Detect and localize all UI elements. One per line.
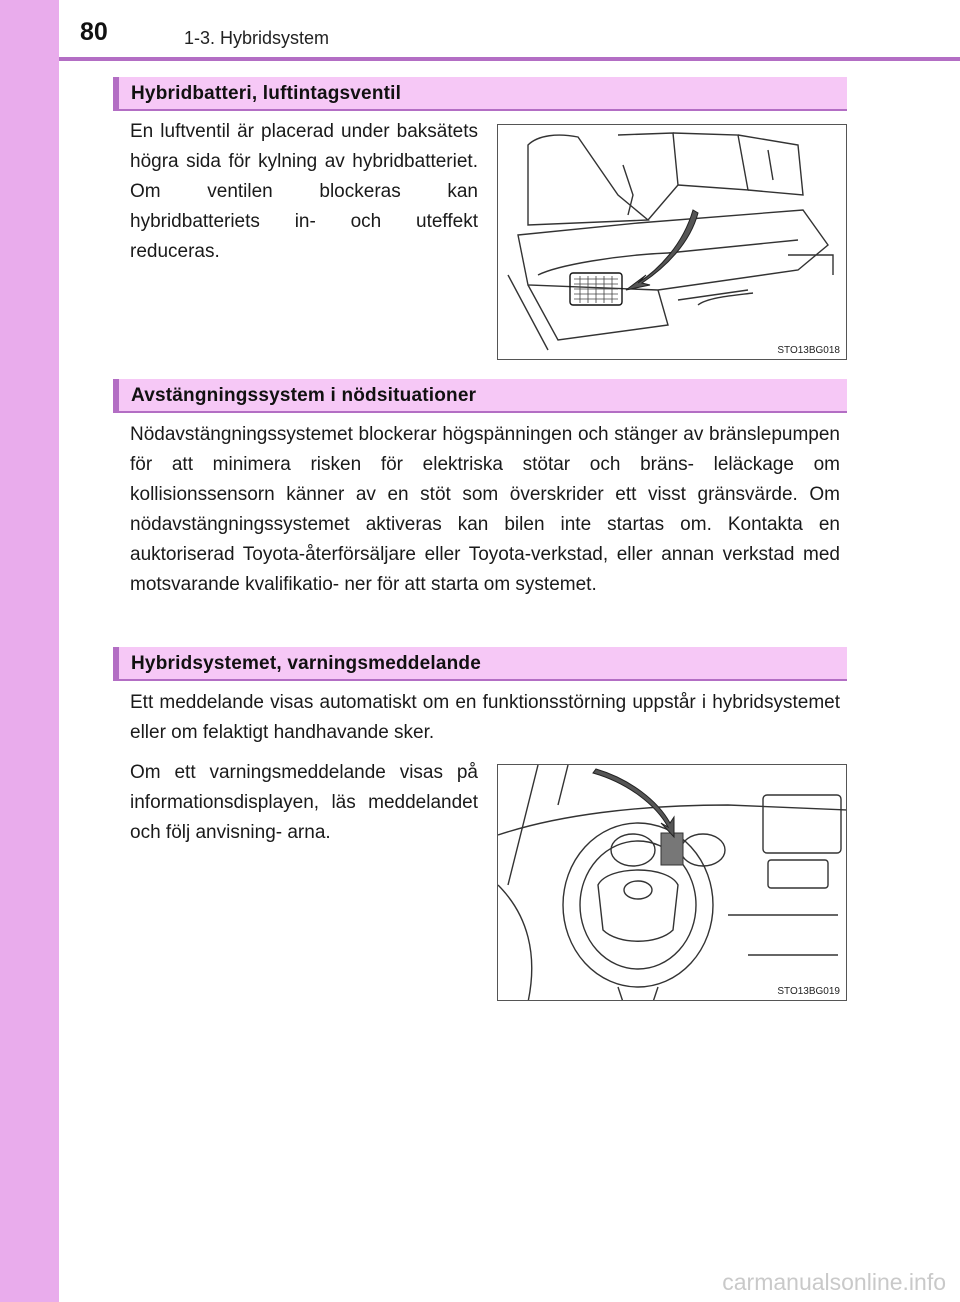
section-heading-warning-message bbox=[113, 647, 847, 681]
chapter-title: 1-3. Hybridsystem bbox=[184, 28, 330, 48]
watermark: carmanualsonline.info bbox=[722, 1269, 946, 1295]
section-heading-text: Hybridbatteri, luftintagsventil bbox=[131, 83, 402, 104]
rear-seat-drawing bbox=[498, 125, 847, 360]
section-heading-text: Hybridsystemet, varningsmeddelande bbox=[131, 653, 481, 674]
section-heading-air-vent bbox=[113, 77, 847, 111]
section-heading-text: Avstängningssystem i nödsituationer bbox=[131, 385, 477, 406]
rear-seat-illustration bbox=[497, 124, 847, 360]
header-rule bbox=[59, 57, 960, 61]
figure-code: STO13BG018 bbox=[777, 345, 840, 356]
side-color-band bbox=[0, 0, 59, 1302]
warning-message-paragraph: Ett meddelande visas automatiskt om en funktionsstörning uppstår i hybridsystemet eller om felaktigt handhavande sker. bbox=[130, 692, 840, 743]
page-number: 80 bbox=[80, 18, 108, 46]
warning-display-paragraph: Om ett varningsmeddelande visas på informationsdisplayen, läs meddelandet och följ anvisning- arna. bbox=[130, 762, 478, 843]
emergency-shutoff-paragraph: Nödavstängningssystemet blockerar högspänningen och stänger av bränslepumpen för att minimera risken för elektriska stötar och bräns- leläckage om kollisionssensorn känner av en stöt som överskrider ett visst gränsvärde. Om nödavstängningssystemet aktiveras kan bilen inte startas om. Kontakta en auktoriserad Toyota-återförsäljare eller Toyota-verkstad, eller annan verkstad med motsvarande kvalifikatio- ner för att starta om systemet. bbox=[130, 424, 840, 595]
air-vent-paragraph: En luftventil är placerad under baksätets högra sida för kylning av hybridbatteriet. Om ventilen blockeras kan hybridbatteriets in- och uteffekt reduceras. bbox=[130, 121, 478, 262]
figure-code: STO13BG019 bbox=[777, 986, 840, 997]
steering-wheel-illustration bbox=[497, 764, 847, 1001]
dashboard-drawing bbox=[498, 765, 847, 1001]
section-heading-emergency-shutoff bbox=[113, 379, 847, 413]
